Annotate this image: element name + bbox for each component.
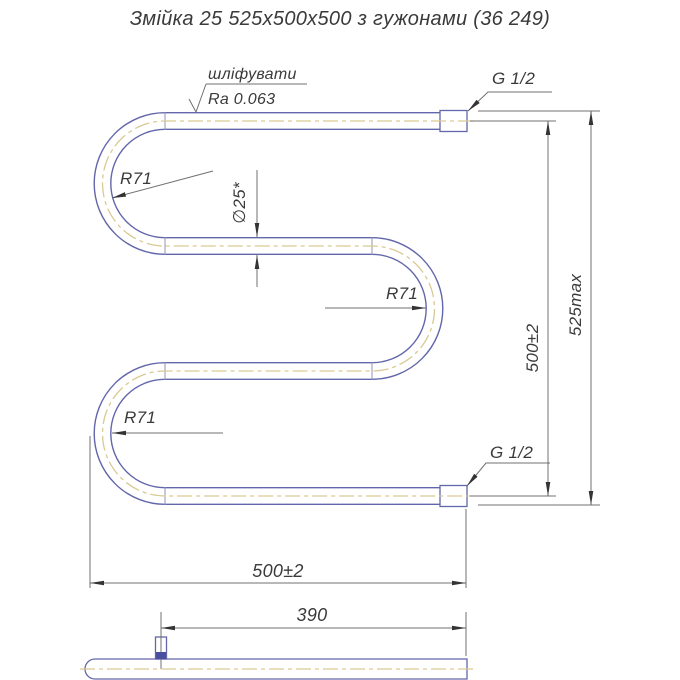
width-dimension-500-label: 500±2 xyxy=(252,561,304,581)
thread-label-bottom: G 1/2 xyxy=(490,443,534,462)
thread-label-top: G 1/2 xyxy=(492,69,536,88)
radius-label-middle-right: R71 xyxy=(386,284,419,303)
height-dimension-500-label: 500±2 xyxy=(523,323,542,373)
radius-callout-top-left xyxy=(112,169,213,198)
diameter-label: ∅25* xyxy=(230,182,249,224)
width-dimension-500 xyxy=(90,436,466,588)
radius-callout-middle-right xyxy=(325,284,426,308)
radius-label-top-left: R71 xyxy=(120,169,153,188)
thread-leader-top xyxy=(468,92,552,111)
side-view xyxy=(80,605,476,679)
drawing-title: Змійка 25 525х500х500 з гужонами (36 249) xyxy=(129,8,551,30)
thread-leader-bottom xyxy=(467,463,550,486)
stud-base xyxy=(156,652,166,659)
height-dimension-525-label: 525max xyxy=(566,273,585,337)
radius-callout-bottom-left xyxy=(112,408,223,433)
stud-dimension-390 xyxy=(161,605,466,656)
radius-label-bottom-left: R71 xyxy=(124,408,157,427)
thread-callout-bottom xyxy=(467,443,550,486)
surface-finish-callout xyxy=(189,66,307,112)
diameter-dimension xyxy=(230,170,257,287)
surface-finish-label: шліфувати xyxy=(208,66,297,83)
surface-roughness-label: Ra 0.063 xyxy=(208,91,276,108)
stud-dimension-390-label: 390 xyxy=(296,605,328,625)
thread-callout-top xyxy=(468,69,552,111)
height-dimension-500 xyxy=(470,121,556,496)
